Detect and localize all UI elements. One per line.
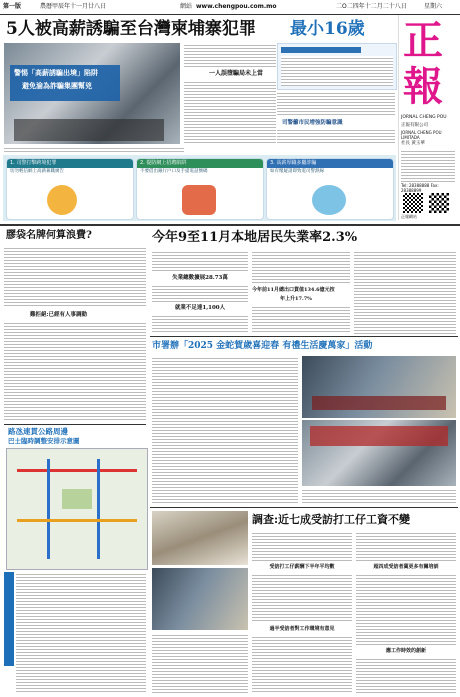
- survey-sub-2: 超四成受訪者冀更多有關培訓: [373, 564, 439, 570]
- festival-caption: [302, 488, 456, 504]
- lead-headline: 5人被高薪誘騙至台灣柬埔寨犯罪: [6, 19, 256, 39]
- panel-3-title: 3. 高薪厚職多屬詐騙: [267, 159, 393, 168]
- publisher: 正報有限公司: [401, 123, 428, 128]
- survey-sub-3: 過半受訪者對工作環境有意見: [269, 626, 335, 632]
- mid-body-5: [252, 305, 350, 334]
- lead-body-5: [4, 146, 184, 154]
- mid-sub-3b: 年上升17.7%: [280, 296, 312, 302]
- survey-body-4: [252, 635, 352, 694]
- lead-body-4: [277, 128, 395, 144]
- divider: [150, 336, 458, 337]
- banner-line-2: 避免淪為詐騙集團幫兇: [22, 81, 92, 90]
- mid-sub-2: 就業不足達1,100人: [174, 305, 226, 311]
- panel-2: [136, 158, 264, 220]
- panel-2-title: 2. 提防網上招聘陷阱: [137, 159, 263, 168]
- qr-caption: 正報網站: [401, 214, 417, 219]
- left-section2-sub: 巴士臨時調整安排示意圖: [8, 437, 80, 445]
- mid-body-6: [354, 250, 456, 334]
- left-subhead: 難拒絕:已經有人事調動: [30, 312, 88, 318]
- survey-body-3: [252, 573, 352, 623]
- survey-photo-2: [152, 568, 248, 630]
- qr-code-icon-2[interactable]: [429, 193, 449, 213]
- logo-char-1: 正: [403, 17, 443, 64]
- lead-subhead-2: 司警籲市民增強防騙意識: [282, 120, 343, 126]
- divider: [0, 224, 460, 226]
- bus-route-map: [6, 448, 148, 570]
- survey-body-6: [356, 573, 456, 645]
- mid-body-4: [252, 250, 350, 284]
- mid-headline: 今年9至11月本地居民失業率2.3%: [152, 230, 358, 245]
- site-url[interactable]: www.chengpou.com.mo: [196, 3, 277, 10]
- mid-body-3: [152, 314, 248, 334]
- panel-3-body: 如有懷疑請即致電司警熱線: [270, 169, 324, 174]
- lead-sidebar-box: [277, 43, 397, 90]
- page-number: 第一版: [3, 3, 22, 10]
- left-body-1: [4, 246, 146, 308]
- divider: [150, 507, 458, 508]
- director: 社長 黃玉華: [401, 141, 425, 146]
- festival-photo-1: [302, 356, 456, 418]
- mid-sub-1: 失業總數擴展28.73萬: [172, 275, 228, 281]
- vertical-banner: [4, 572, 14, 666]
- left-body-2: [4, 321, 146, 421]
- lead-graphic-panels: [3, 155, 396, 221]
- survey-sub-4: 應工作時效的創新: [385, 648, 426, 654]
- panel-3: [266, 158, 394, 220]
- masthead-logo-block: [398, 15, 459, 220]
- weekday: 星期六: [424, 3, 443, 10]
- survey-body-1: [152, 633, 248, 694]
- mid-body-1: [152, 250, 248, 272]
- paper-name-en: JORNAL CHENG POU: [401, 115, 447, 120]
- panel-1-body: 切勿輕信網上高薪兼職廣告: [10, 169, 64, 174]
- left-body-3: [16, 572, 146, 694]
- festival-headline: 市署辦「2025 金蛇賀歲喜迎春 有禮生活慶萬家」活動: [152, 341, 373, 351]
- banner-line-1: 警惕「高薪誘騙出境」陷阱: [14, 68, 98, 77]
- lead-subhead-1: 一人誤墮騙局未上當: [208, 70, 263, 77]
- panel-2-body: 不要借出銀行戶口及手提電話號碼: [140, 169, 208, 174]
- mid-sub-3: 今年前11月總出口貨值134.6億元按: [252, 287, 335, 293]
- qr-code-icon[interactable]: [403, 193, 423, 213]
- lead-body-2: [184, 80, 276, 144]
- survey-body-5: [356, 531, 456, 561]
- survey-body-2: [252, 531, 352, 561]
- publisher-en: JORNAL CHENG POU LIMITADA: [401, 130, 442, 140]
- festival-photo-2: [302, 420, 456, 486]
- left-section2-title: 路氹連貫公路周邊: [8, 427, 68, 436]
- survey-body-7: [356, 657, 456, 694]
- panel-1-title: 1. 司警打擊跨境犯罪: [7, 159, 133, 168]
- mid-body-2: [152, 284, 248, 302]
- lead-body-1: [184, 43, 276, 67]
- left-headline: 膠袋名牌何算浪費?: [6, 230, 92, 241]
- masthead-strip: [0, 0, 460, 15]
- site-label: 網站: [180, 3, 193, 10]
- festival-body-1: [152, 356, 298, 504]
- survey-headline: 調查:近七成受訪打工仔工資不變: [252, 513, 411, 526]
- survey-sub-1: 受訪打工仔薪酬下半年平均數: [269, 564, 335, 570]
- survey-photo-1: [152, 511, 248, 565]
- lunar-date: 農曆甲辰年十一月廿八日: [40, 3, 107, 10]
- masthead-info: [401, 149, 455, 183]
- logo-char-2: 報: [403, 63, 443, 110]
- lead-kicker: 最小16歲: [290, 19, 365, 39]
- panel-1: [6, 158, 134, 220]
- contact: Tel: 28388888 Fax: 28388899: [401, 183, 439, 193]
- divider: [4, 424, 146, 425]
- lead-photo: [4, 43, 180, 144]
- lead-body-3: [277, 91, 395, 117]
- issue-date: 二O二四年十二月二十八日: [336, 3, 407, 10]
